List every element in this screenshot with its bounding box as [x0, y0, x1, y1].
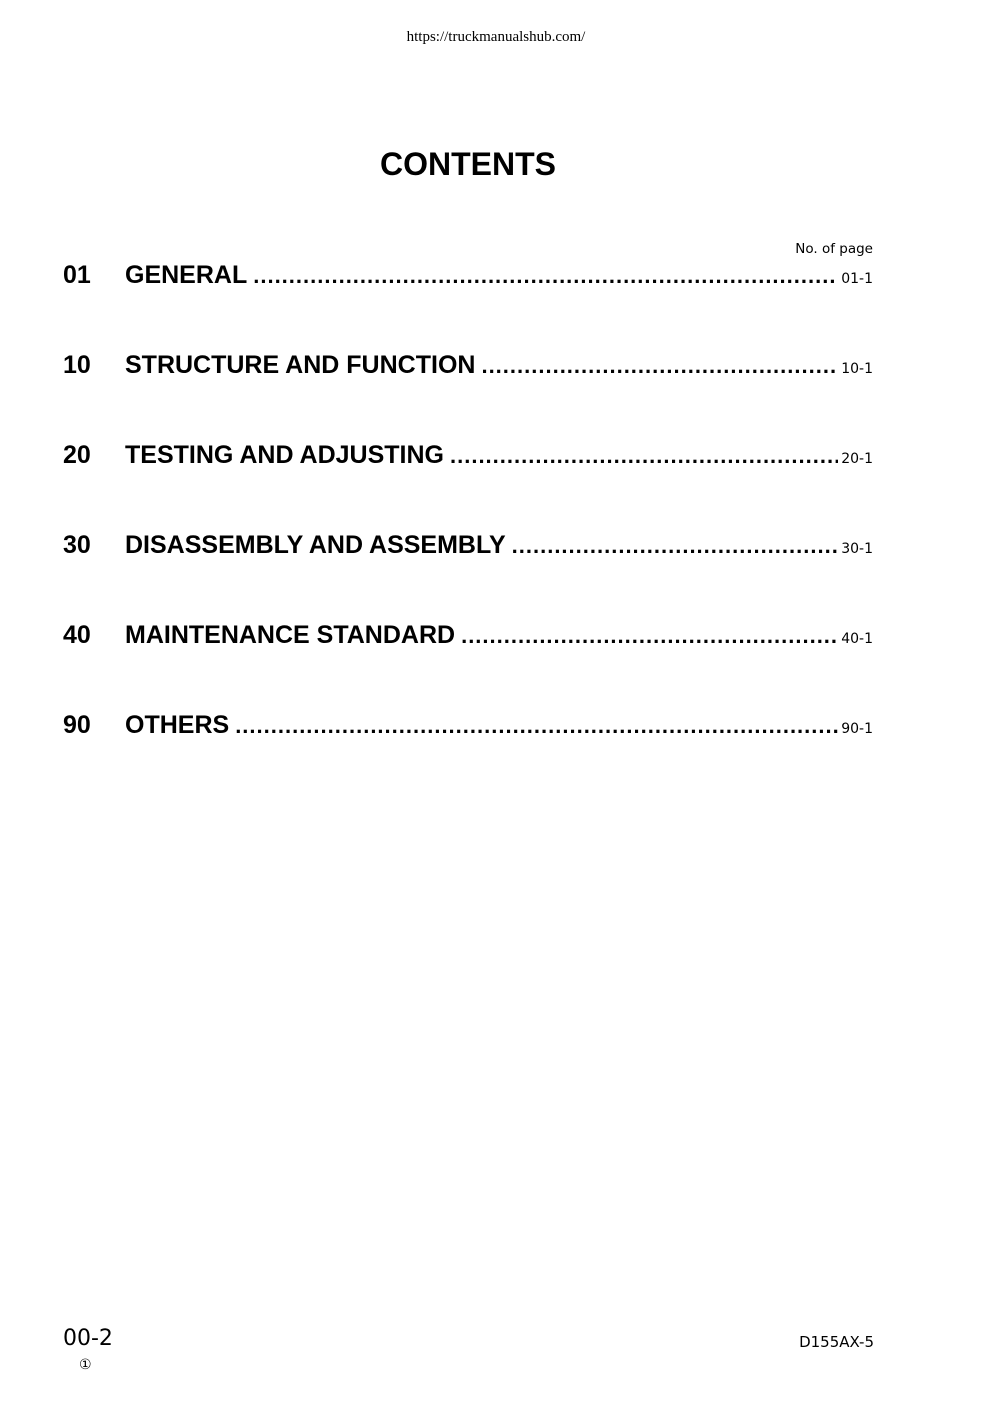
source-url: https://truckmanualshub.com/: [406, 29, 586, 45]
toc-entry-page: 40-1: [841, 631, 873, 647]
dot-leader: [253, 259, 838, 293]
dot-leader: [461, 619, 838, 653]
toc-entry-disassembly-and-assembly[interactable]: [63, 528, 873, 618]
toc-entry-title: DISASSEMBLY AND ASSEMBLY: [125, 531, 506, 559]
toc-entry-page: 10-1: [841, 361, 873, 377]
toc-entry-page: 90-1: [841, 721, 873, 737]
toc-entry-number: 90: [63, 711, 91, 739]
toc-entry-page: 30-1: [841, 541, 873, 557]
toc-entry-page: 01-1: [841, 271, 873, 287]
page-column-label: No. of page: [795, 241, 873, 257]
dot-leader: [512, 529, 839, 563]
toc-entry-maintenance-standard[interactable]: [63, 618, 873, 708]
footer-page-number: 00-2: [63, 1326, 113, 1351]
page-title: CONTENTS: [380, 146, 556, 182]
toc-entry-others[interactable]: [63, 708, 873, 798]
toc-entry-title: OTHERS: [125, 711, 230, 739]
footer-model-code: D155AX-5: [799, 1333, 874, 1351]
toc-entry-number: 30: [63, 531, 91, 559]
toc-entry-number: 40: [63, 621, 91, 649]
toc-entry-page: 20-1: [841, 451, 873, 467]
dot-leader: [235, 709, 838, 743]
revision-mark: ①: [79, 1357, 92, 1373]
toc-entry-general[interactable]: [63, 258, 873, 348]
toc-entry-number: 20: [63, 441, 91, 469]
dot-leader: [481, 349, 838, 383]
table-of-contents: [63, 258, 873, 798]
toc-entry-number: 10: [63, 351, 91, 379]
toc-entry-title: GENERAL: [125, 261, 248, 289]
toc-entry-title: STRUCTURE AND FUNCTION: [125, 351, 476, 379]
toc-entry-title: TESTING AND ADJUSTING: [125, 441, 444, 469]
toc-entry-number: 01: [63, 261, 91, 289]
toc-entry-structure-and-function[interactable]: [63, 348, 873, 438]
toc-entry-title: MAINTENANCE STANDARD: [125, 621, 456, 649]
dot-leader: [450, 439, 838, 473]
toc-entry-testing-and-adjusting[interactable]: [63, 438, 873, 528]
